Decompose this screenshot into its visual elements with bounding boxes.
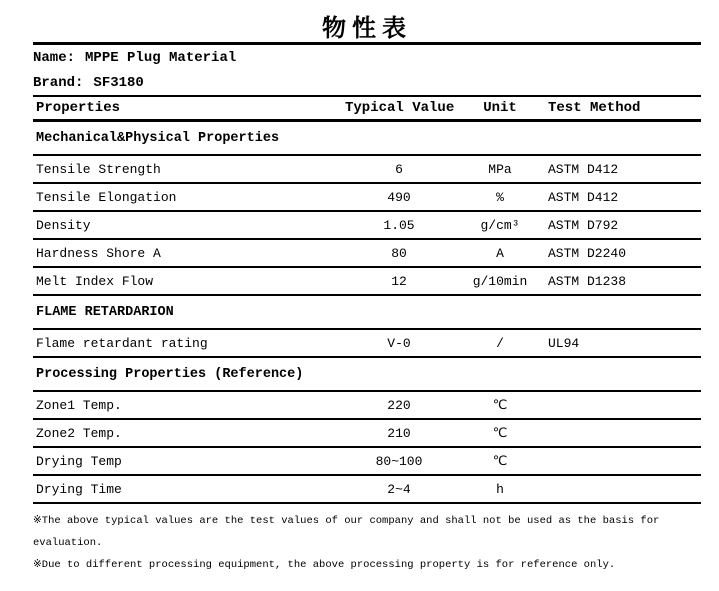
cell-unit: ℃ (492, 453, 508, 469)
cell-property: Hardness Shore A (36, 245, 161, 261)
table-row (33, 212, 701, 240)
page-title: 物性表 (33, 0, 701, 45)
cell-unit: % (496, 189, 504, 205)
table-row (33, 476, 701, 504)
cell-typical-value: 2~4 (387, 481, 411, 497)
cell-unit: h (496, 481, 504, 497)
cell-property: Zone2 Temp. (36, 425, 122, 441)
cell-typical-value: 80~100 (375, 453, 423, 469)
brand-label: Brand: (33, 75, 84, 91)
section-header (33, 358, 701, 392)
footnote-2: ※Due to different processing equipment, the above processing property is for reference only. (33, 559, 616, 571)
datasheet-content (33, 0, 701, 576)
table-row (33, 392, 701, 420)
section-title: Mechanical&Physical Properties (36, 130, 280, 146)
table-row (33, 240, 701, 268)
cell-test-method: UL94 (548, 335, 580, 351)
column-header-properties: Properties (36, 100, 121, 116)
cell-property: Density (36, 217, 91, 233)
column-header-typical-value: Typical Value (345, 100, 455, 116)
footnote-1: ※The above typical values are the test values of our company and shall not be used as the basis for evaluation. (33, 515, 660, 549)
cell-property: Zone1 Temp. (36, 397, 122, 413)
table-row (33, 156, 701, 184)
name-label: Name: (33, 50, 76, 66)
cell-typical-value: 6 (395, 161, 403, 177)
table-row (33, 330, 701, 358)
brand-value: SF3180 (93, 75, 144, 91)
table-row (33, 420, 701, 448)
column-header-test-method: Test Method (548, 100, 641, 116)
cell-unit: / (496, 335, 504, 351)
cell-unit: A (496, 245, 504, 261)
cell-unit: g/cm³ (480, 217, 520, 233)
cell-typical-value: 220 (387, 397, 411, 413)
brand-line (33, 71, 701, 97)
cell-typical-value: V-0 (387, 335, 411, 351)
cell-typical-value: 12 (391, 273, 407, 289)
material-name-line (33, 45, 701, 71)
table-row (33, 448, 701, 476)
footnotes (33, 510, 701, 576)
section-title: FLAME RETARDARION (36, 304, 174, 320)
section-header (33, 122, 701, 156)
cell-unit: MPa (488, 161, 512, 177)
name-value: MPPE Plug Material (85, 50, 237, 66)
table-body (33, 122, 701, 504)
table-header-row (33, 97, 701, 122)
cell-property: Flame retardant rating (36, 335, 208, 351)
cell-test-method: ASTM D2240 (548, 245, 627, 261)
cell-property: Melt Index Flow (36, 273, 154, 289)
cell-property: Drying Time (36, 481, 122, 497)
cell-typical-value: 210 (387, 425, 411, 441)
table-row (33, 184, 701, 212)
cell-test-method: ASTM D1238 (548, 273, 627, 289)
cell-test-method: ASTM D792 (548, 217, 619, 233)
table-row (33, 268, 701, 296)
cell-typical-value: 1.05 (383, 217, 415, 233)
section-title: Processing Properties (Reference) (36, 366, 304, 382)
cell-property: Drying Temp (36, 453, 122, 469)
cell-unit: ℃ (492, 425, 508, 441)
cell-property: Tensile Strength (36, 161, 161, 177)
section-header (33, 296, 701, 330)
cell-test-method: ASTM D412 (548, 189, 619, 205)
cell-unit: g/10min (472, 273, 528, 289)
cell-test-method: ASTM D412 (548, 161, 619, 177)
cell-property: Tensile Elongation (36, 189, 177, 205)
cell-typical-value: 80 (391, 245, 407, 261)
column-header-unit: Unit (483, 100, 517, 116)
cell-unit: ℃ (492, 397, 508, 413)
cell-typical-value: 490 (387, 189, 411, 205)
